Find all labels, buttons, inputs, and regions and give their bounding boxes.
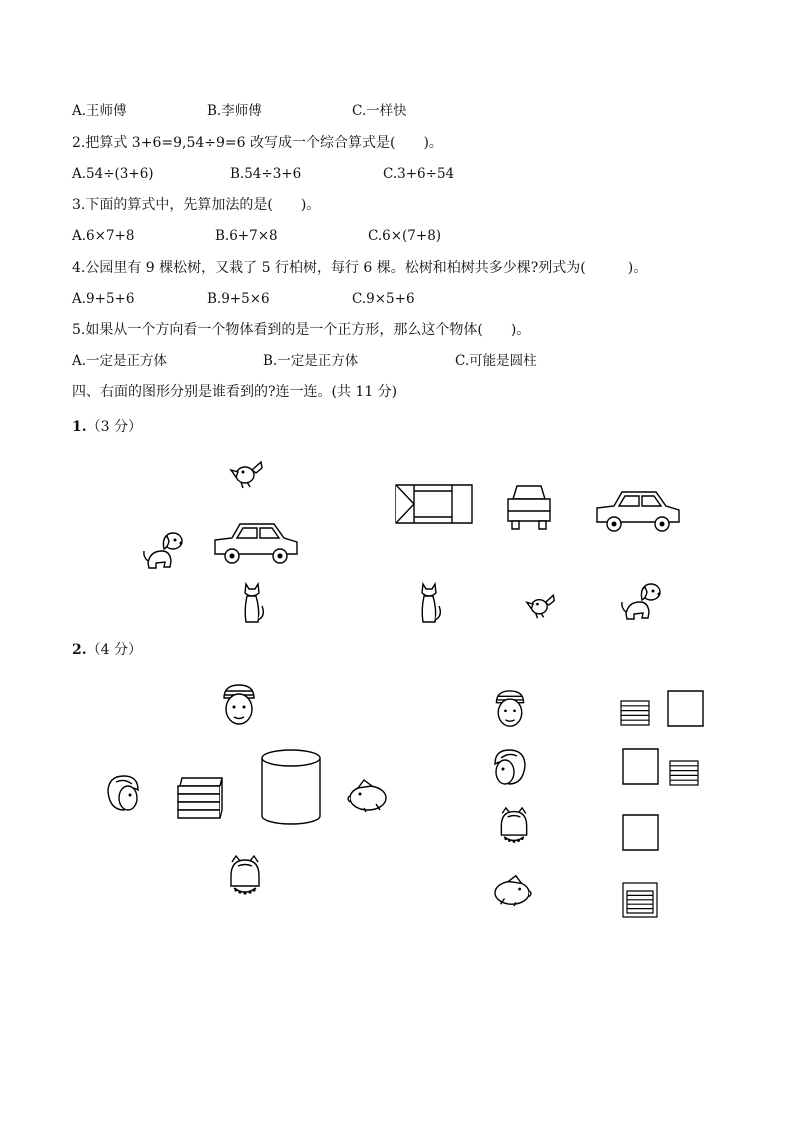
books-front-view-icon xyxy=(620,700,650,726)
q5-option-a: A.一定是正方体 xyxy=(72,353,168,369)
pig-side-icon xyxy=(344,776,390,814)
square-view-icon xyxy=(667,690,704,727)
back-view-option-icon xyxy=(495,804,533,848)
cat-option-icon xyxy=(417,580,445,624)
dog-option-icon xyxy=(618,578,664,624)
car-side-icon xyxy=(212,516,300,566)
q2-stem: 2.把算式 3+6=9,54÷9=6 改写成一个综合算式是( )。 xyxy=(72,135,443,151)
bird-icon xyxy=(228,456,266,490)
girl-side-icon xyxy=(102,772,142,816)
boy-face-option-icon xyxy=(491,688,529,730)
stacked-books-icon xyxy=(174,774,226,824)
q4-option-a: A.9+5+6 xyxy=(72,291,135,307)
q2-option-a: A.54÷(3+6) xyxy=(72,166,154,182)
q4-stem: 4.公园里有 9 棵松树，又栽了 5 行柏树，每行 6 棵。松树和柏树共多少棵?列式为( )。 xyxy=(72,260,648,276)
q5-stem: 5.如果从一个方向看一个物体看到的是一个正方形，那么这个物体( )。 xyxy=(72,322,531,338)
part2-label: 2.（4 分） xyxy=(72,642,142,658)
q4-option-c: C.9×5+6 xyxy=(352,291,415,307)
q5-option-b: B.一定是正方体 xyxy=(263,353,359,369)
cat-icon xyxy=(240,580,268,624)
q5-option-c: C.可能是圆柱 xyxy=(455,353,537,369)
boy-face-icon xyxy=(218,682,260,728)
square-view-icon-3 xyxy=(622,814,659,851)
cylinder-icon xyxy=(258,748,324,828)
girl-side-option-icon xyxy=(491,746,531,790)
car-front-view-icon xyxy=(505,483,553,531)
q3-option-b: B.6+7×8 xyxy=(215,228,278,244)
books-side-view-icon xyxy=(669,760,699,786)
back-view-person-icon xyxy=(224,852,266,900)
square-view-icon-2 xyxy=(622,748,659,785)
section-title: 四、右面的图形分别是谁看到的?连一连。(共 11 分) xyxy=(72,384,398,400)
q1-option-c: C.一样快 xyxy=(352,103,407,119)
q1-option-a: A.王师傅 xyxy=(72,103,127,119)
dog-icon xyxy=(140,527,186,573)
q2-option-b: B.54÷3+6 xyxy=(230,166,302,182)
q3-option-c: C.6×(7+8) xyxy=(368,228,442,244)
pig-side-option-icon xyxy=(491,872,535,908)
books-top-view-icon xyxy=(622,882,658,918)
q3-option-a: A.6×7+8 xyxy=(72,228,135,244)
q3-stem: 3.下面的算式中，先算加法的是( )。 xyxy=(72,197,321,213)
part1-label: 1.（3 分） xyxy=(72,419,142,435)
q4-option-b: B.9+5×6 xyxy=(207,291,270,307)
q2-option-c: C.3+6÷54 xyxy=(383,166,455,182)
q1-option-b: B.李师傅 xyxy=(207,103,262,119)
car-top-view-icon xyxy=(394,483,474,525)
car-side-view-icon xyxy=(594,486,682,534)
bird-option-icon xyxy=(522,590,560,620)
